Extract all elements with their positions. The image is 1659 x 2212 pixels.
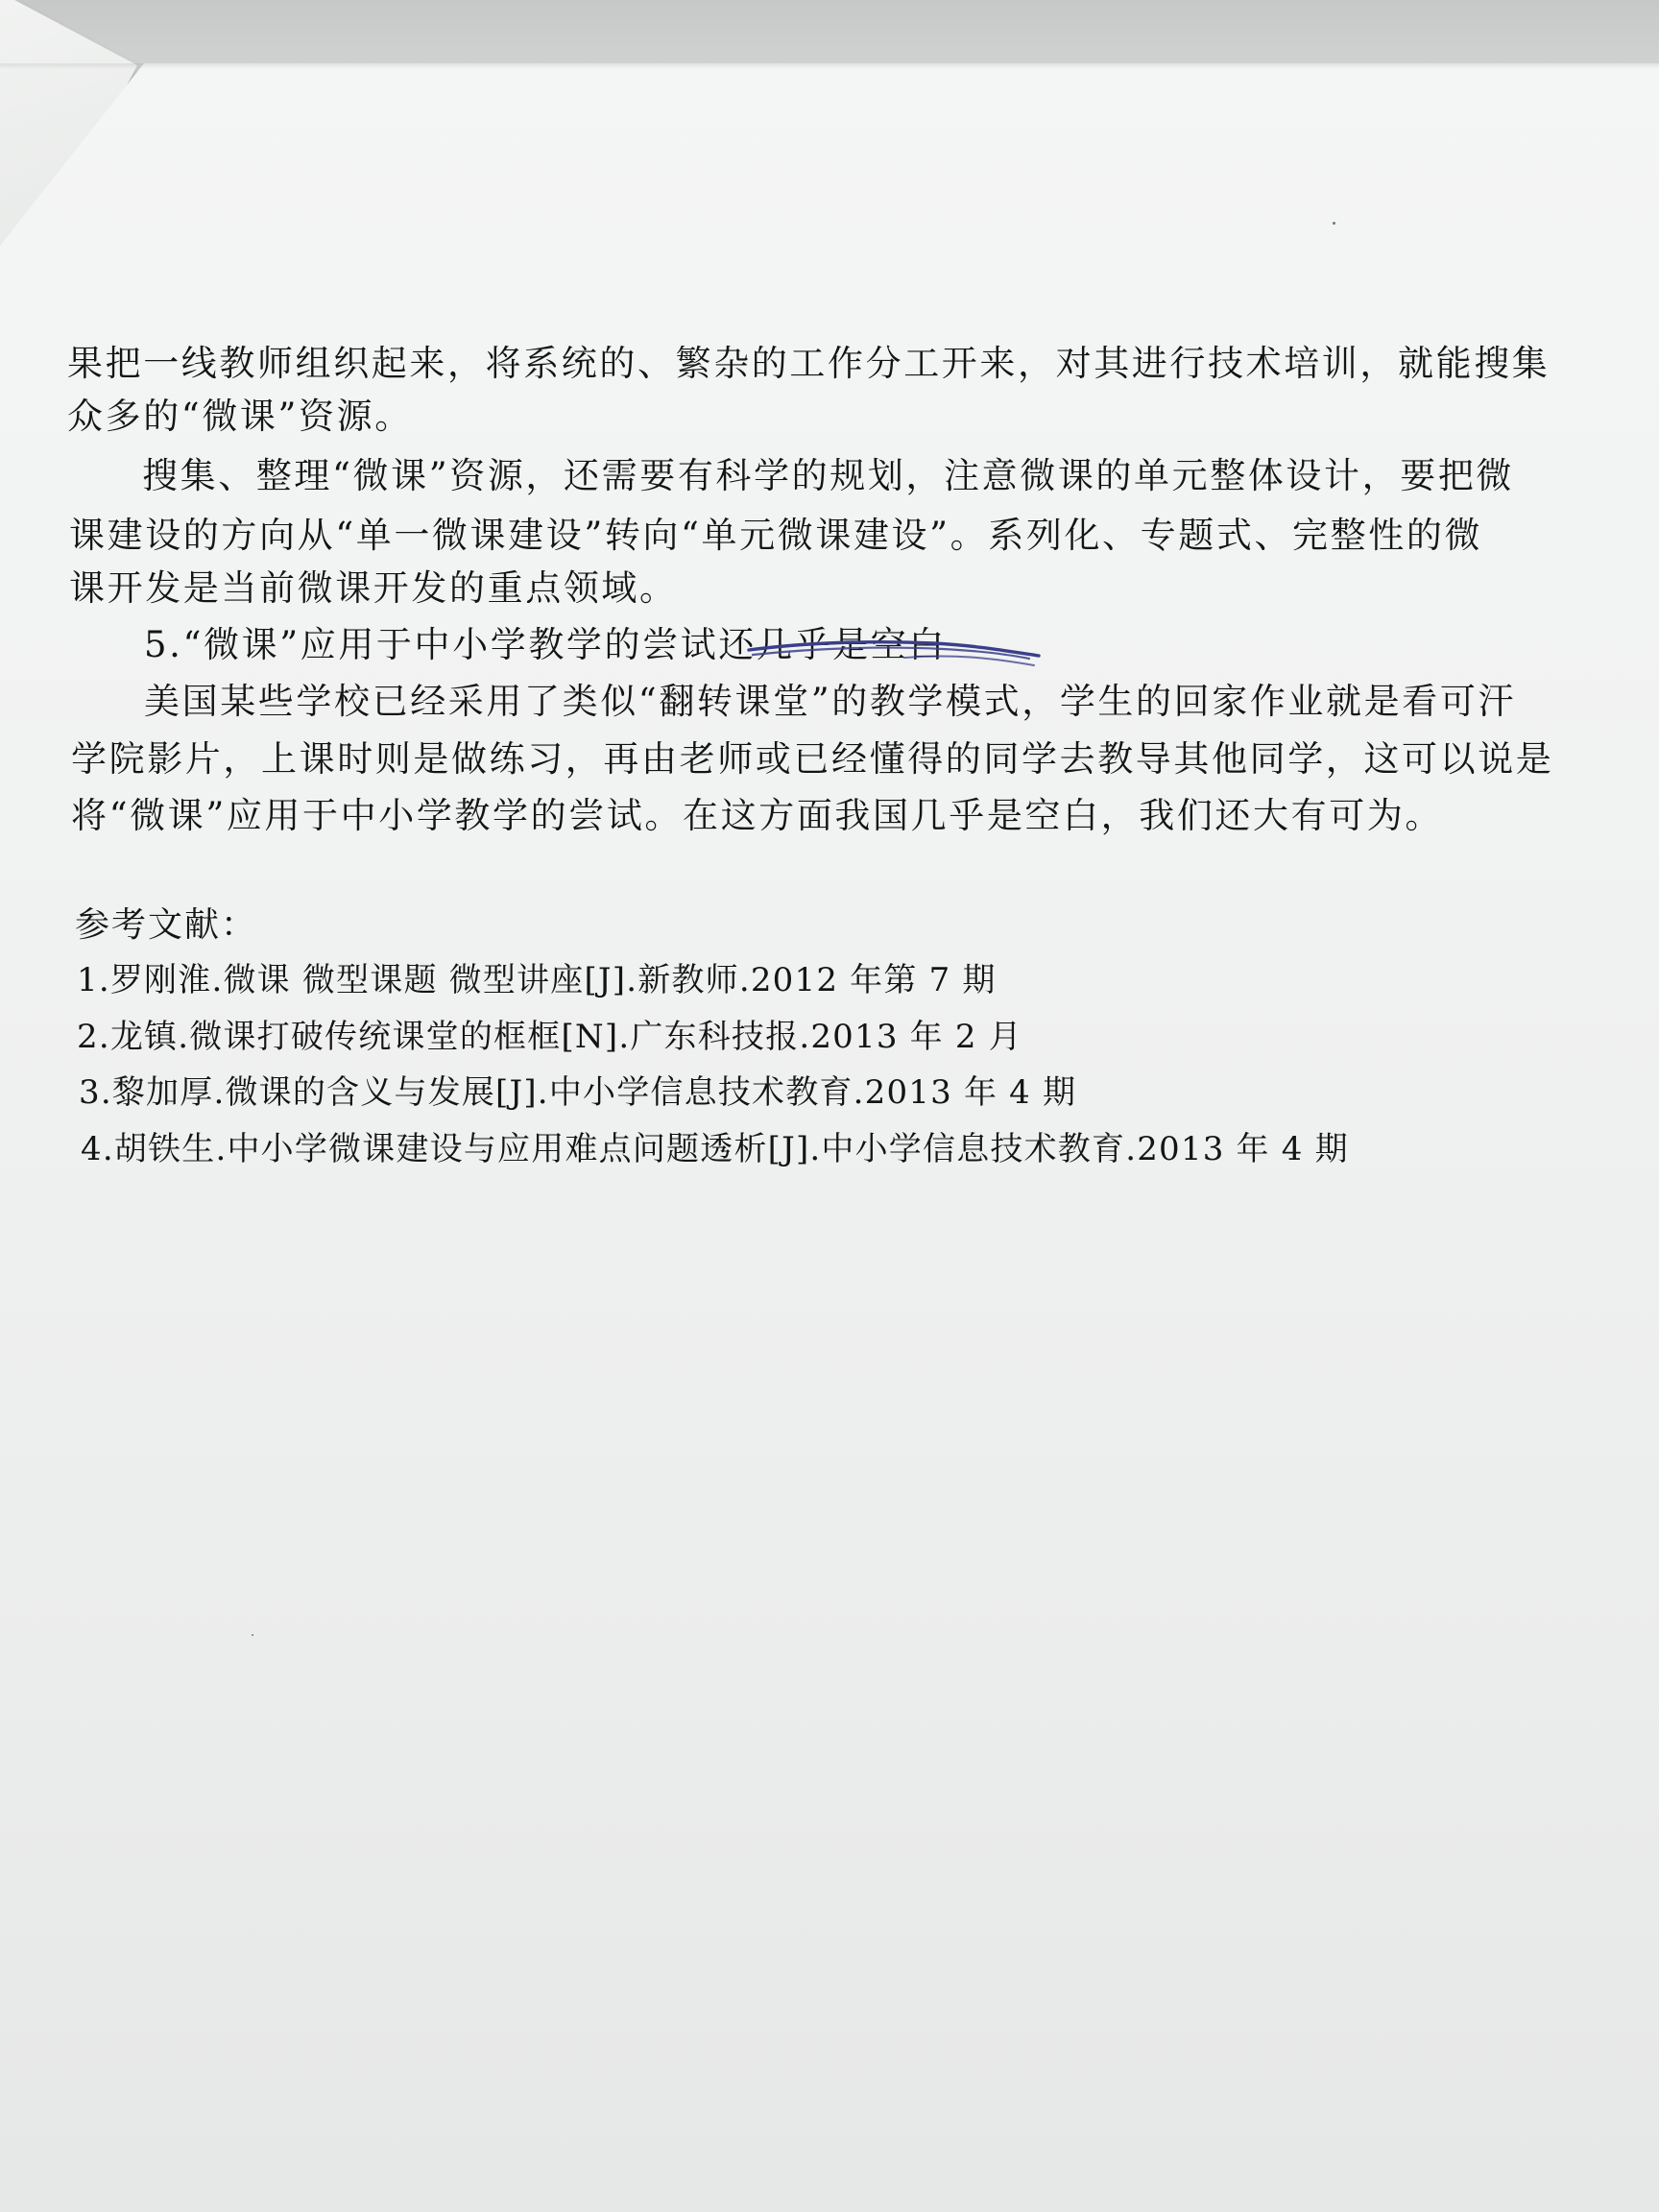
reference-item-4: 4.胡铁生.中小学微课建设与应用难点问题透析[J].中小学信息技术教育.2013 年 4 期	[81, 1130, 1349, 1168]
paragraph-1-line-1: 果把一线教师组织起来，将系统的、繁杂的工作分工开来，对其进行技术培训，就能搜集	[67, 343, 1551, 384]
paragraph-2-line-1: 搜集、整理“微课”资源，还需要有科学的规划，注意微课的单元整体设计，要把微	[142, 455, 1515, 496]
struck-through-text: 还几乎是空白	[718, 624, 947, 665]
paragraph-3-line-2: 学院影片，上课时则是做练习，再由老师或已经懂得的同学去教导其他同学，这可以说是	[71, 738, 1554, 780]
paragraph-2-line-3: 课开发是当前微课开发的重点领域。	[69, 567, 678, 609]
references-heading: 参考文献：	[75, 905, 258, 945]
section-5-heading-text: 5.“微课”应用于中小学教学的尝试	[144, 624, 719, 665]
paragraph-2-line-2: 课建设的方向从“单一微课建设”转向“单元微课建设”。系列化、专题式、完整性的微	[69, 515, 1483, 556]
reference-item-1: 1.罗刚淮.微课 微型课题 微型讲座[J].新教师.2012 年第 7 期	[77, 961, 997, 999]
pen-strikethrough-mark	[741, 629, 1048, 677]
paragraph-1-line-2: 众多的“微课”资源。	[67, 396, 413, 437]
paper-speck	[1333, 222, 1335, 225]
reference-item-3: 3.黎加厚.微课的含义与发展[J].中小学信息技术教育.2013 年 4 期	[79, 1073, 1077, 1112]
reference-item-2: 2.龙镇.微课打破传统课堂的框框[N].广东科技报.2013 年 2 月	[77, 1018, 1022, 1056]
paper-speck	[252, 1634, 253, 1636]
paragraph-3-line-3: 将“微课”应用于中小学教学的尝试。在这方面我国几乎是空白，我们还大有可为。	[71, 795, 1444, 836]
paragraph-3-line-1: 美国某些学校已经采用了类似“翻转课堂”的教学模式，学生的回家作业就是看可汗	[144, 681, 1517, 722]
